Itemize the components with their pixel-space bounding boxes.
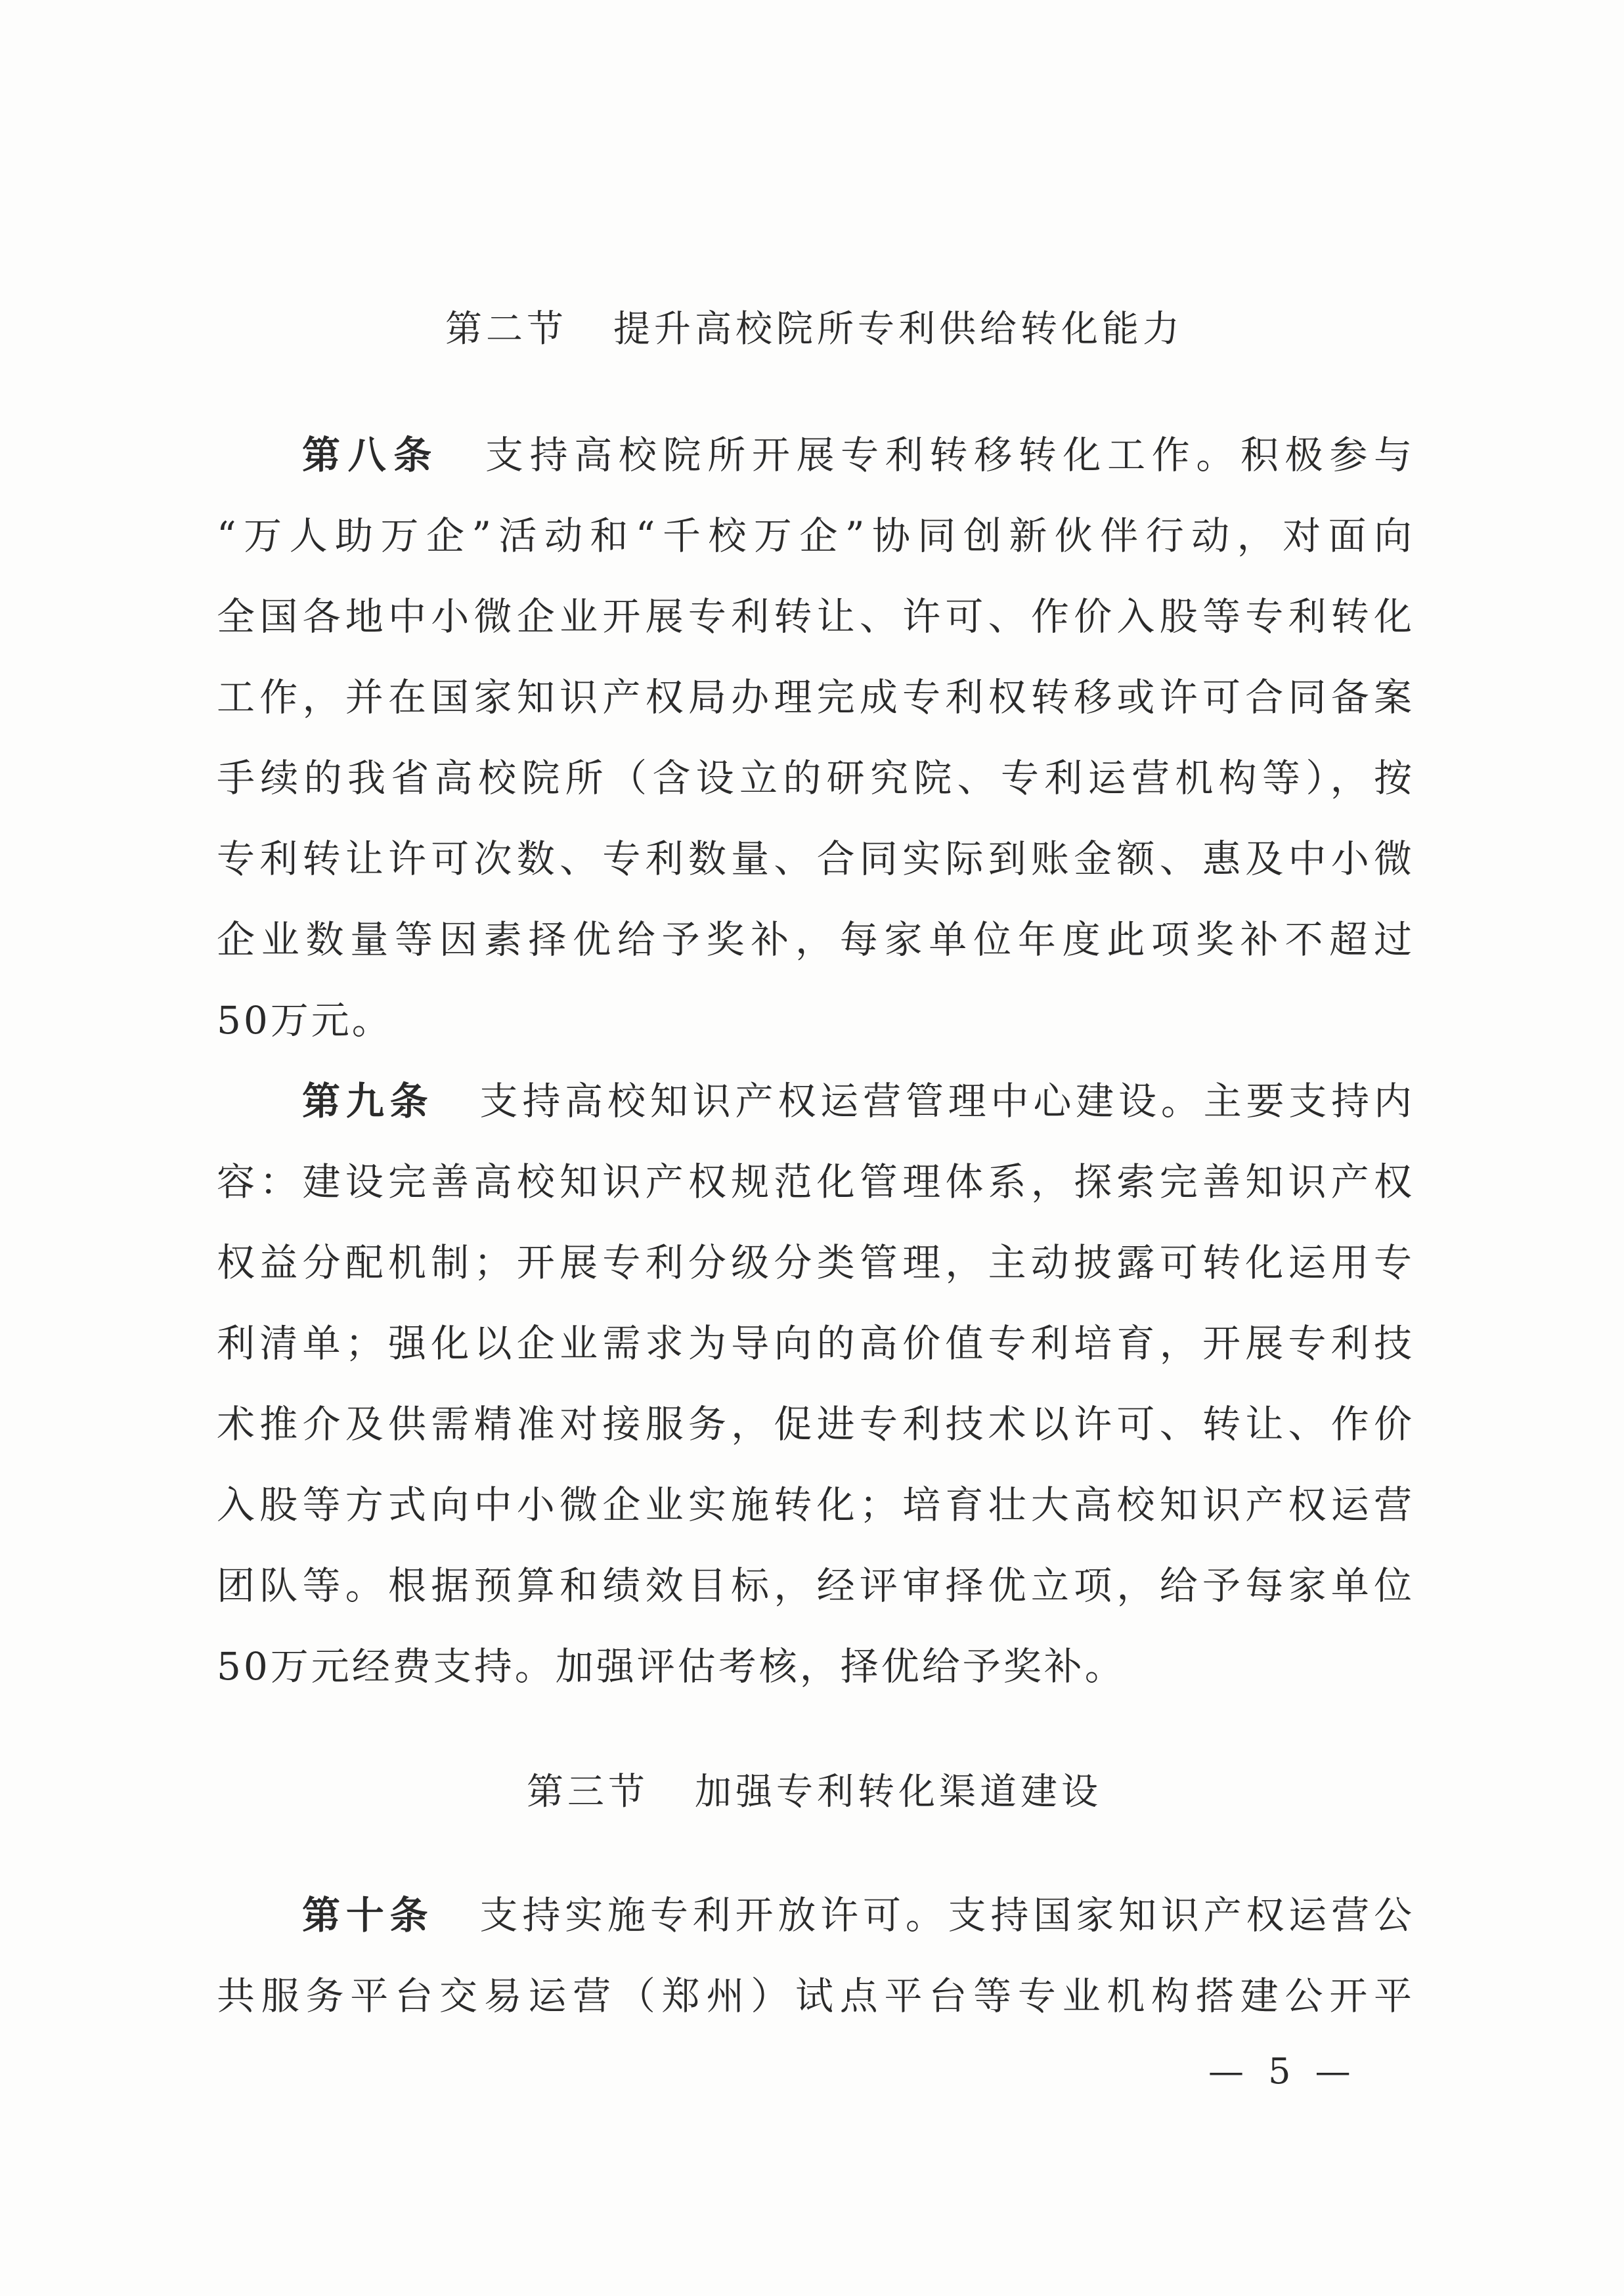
article-9-line-7: 团队等。根据预算和绩效目标，经评审择优立项，给予每家单位: [217, 1563, 1412, 1608]
section-heading-3: [217, 1766, 1412, 1819]
article-8-line-8: 50万元。: [217, 998, 393, 1043]
article-10-line-1: [302, 1889, 1412, 1941]
article-8-label: 第八条: [302, 433, 439, 477]
section-2-title: 提升高校院所专利供给转化能力: [613, 308, 1183, 351]
section-3-label: 第三节: [527, 1771, 649, 1813]
article-9-label: 第九条: [302, 1079, 434, 1123]
article-8-line-3: 全国各地中小微企业开展专利转让、许可、作价入股等专利转化: [217, 594, 1412, 639]
article-9-line-5: 术推介及供需精准对接服务，促进专利技术以许可、转让、作价: [217, 1402, 1412, 1446]
article-8-text-1: 支持高校院所开展专利转移转化工作。积极参与: [485, 433, 1412, 477]
article-10-text-1: 支持实施专利开放许可。支持国家知识产权运营公: [479, 1893, 1412, 1938]
article-8-line-4: 工作，并在国家知识产权局办理完成专利权转移或许可合同备案: [217, 675, 1412, 720]
article-10-label: 第十条: [302, 1893, 434, 1938]
article-9-line-1: [302, 1075, 1412, 1127]
article-8-line-6: 专利转让许可次数、专利数量、合同实际到账金额、惠及中小微: [217, 836, 1412, 881]
article-9-line-3: 权益分配机制；开展专利分级分类管理，主动披露可转化运用专: [217, 1240, 1412, 1285]
article-9-line-6: 入股等方式向中小微企业实施转化；培育壮大高校知识产权运营: [217, 1483, 1412, 1527]
article-8-line-2: “万人助万企”活动和“千校万企”协同创新伙伴行动，对面向: [217, 513, 1412, 558]
article-10-line-2: 共服务平台交易运营（郑州）试点平台等专业机构搭建公开平: [217, 1974, 1412, 2018]
article-9-text-1: 支持高校知识产权运营管理中心建设。主要支持内: [479, 1079, 1412, 1123]
article-8-line-7: 企业数量等因素择优给予奖补，每家单位年度此项奖补不超过: [217, 917, 1412, 962]
article-8-line-5: 手续的我省高校院所（含设立的研究院、专利运营机构等），按: [217, 756, 1412, 800]
article-8-line-1: [302, 429, 1412, 481]
article-9-line-4: 利清单；强化以企业需求为导向的高价值专利培育，开展专利技: [217, 1321, 1412, 1366]
page-number: — 5 —: [1208, 2050, 1357, 2092]
section-heading-2: [217, 303, 1412, 356]
article-9-line-8: 50万元经费支持。加强评估考核，择优给予奖补。: [217, 1644, 1126, 1689]
article-9-line-2: 容：建设完善高校知识产权规范化管理体系，探索完善知识产权: [217, 1159, 1412, 1204]
section-2-label: 第二节: [445, 308, 567, 351]
section-3-title: 加强专利转化渠道建设: [695, 1771, 1102, 1813]
